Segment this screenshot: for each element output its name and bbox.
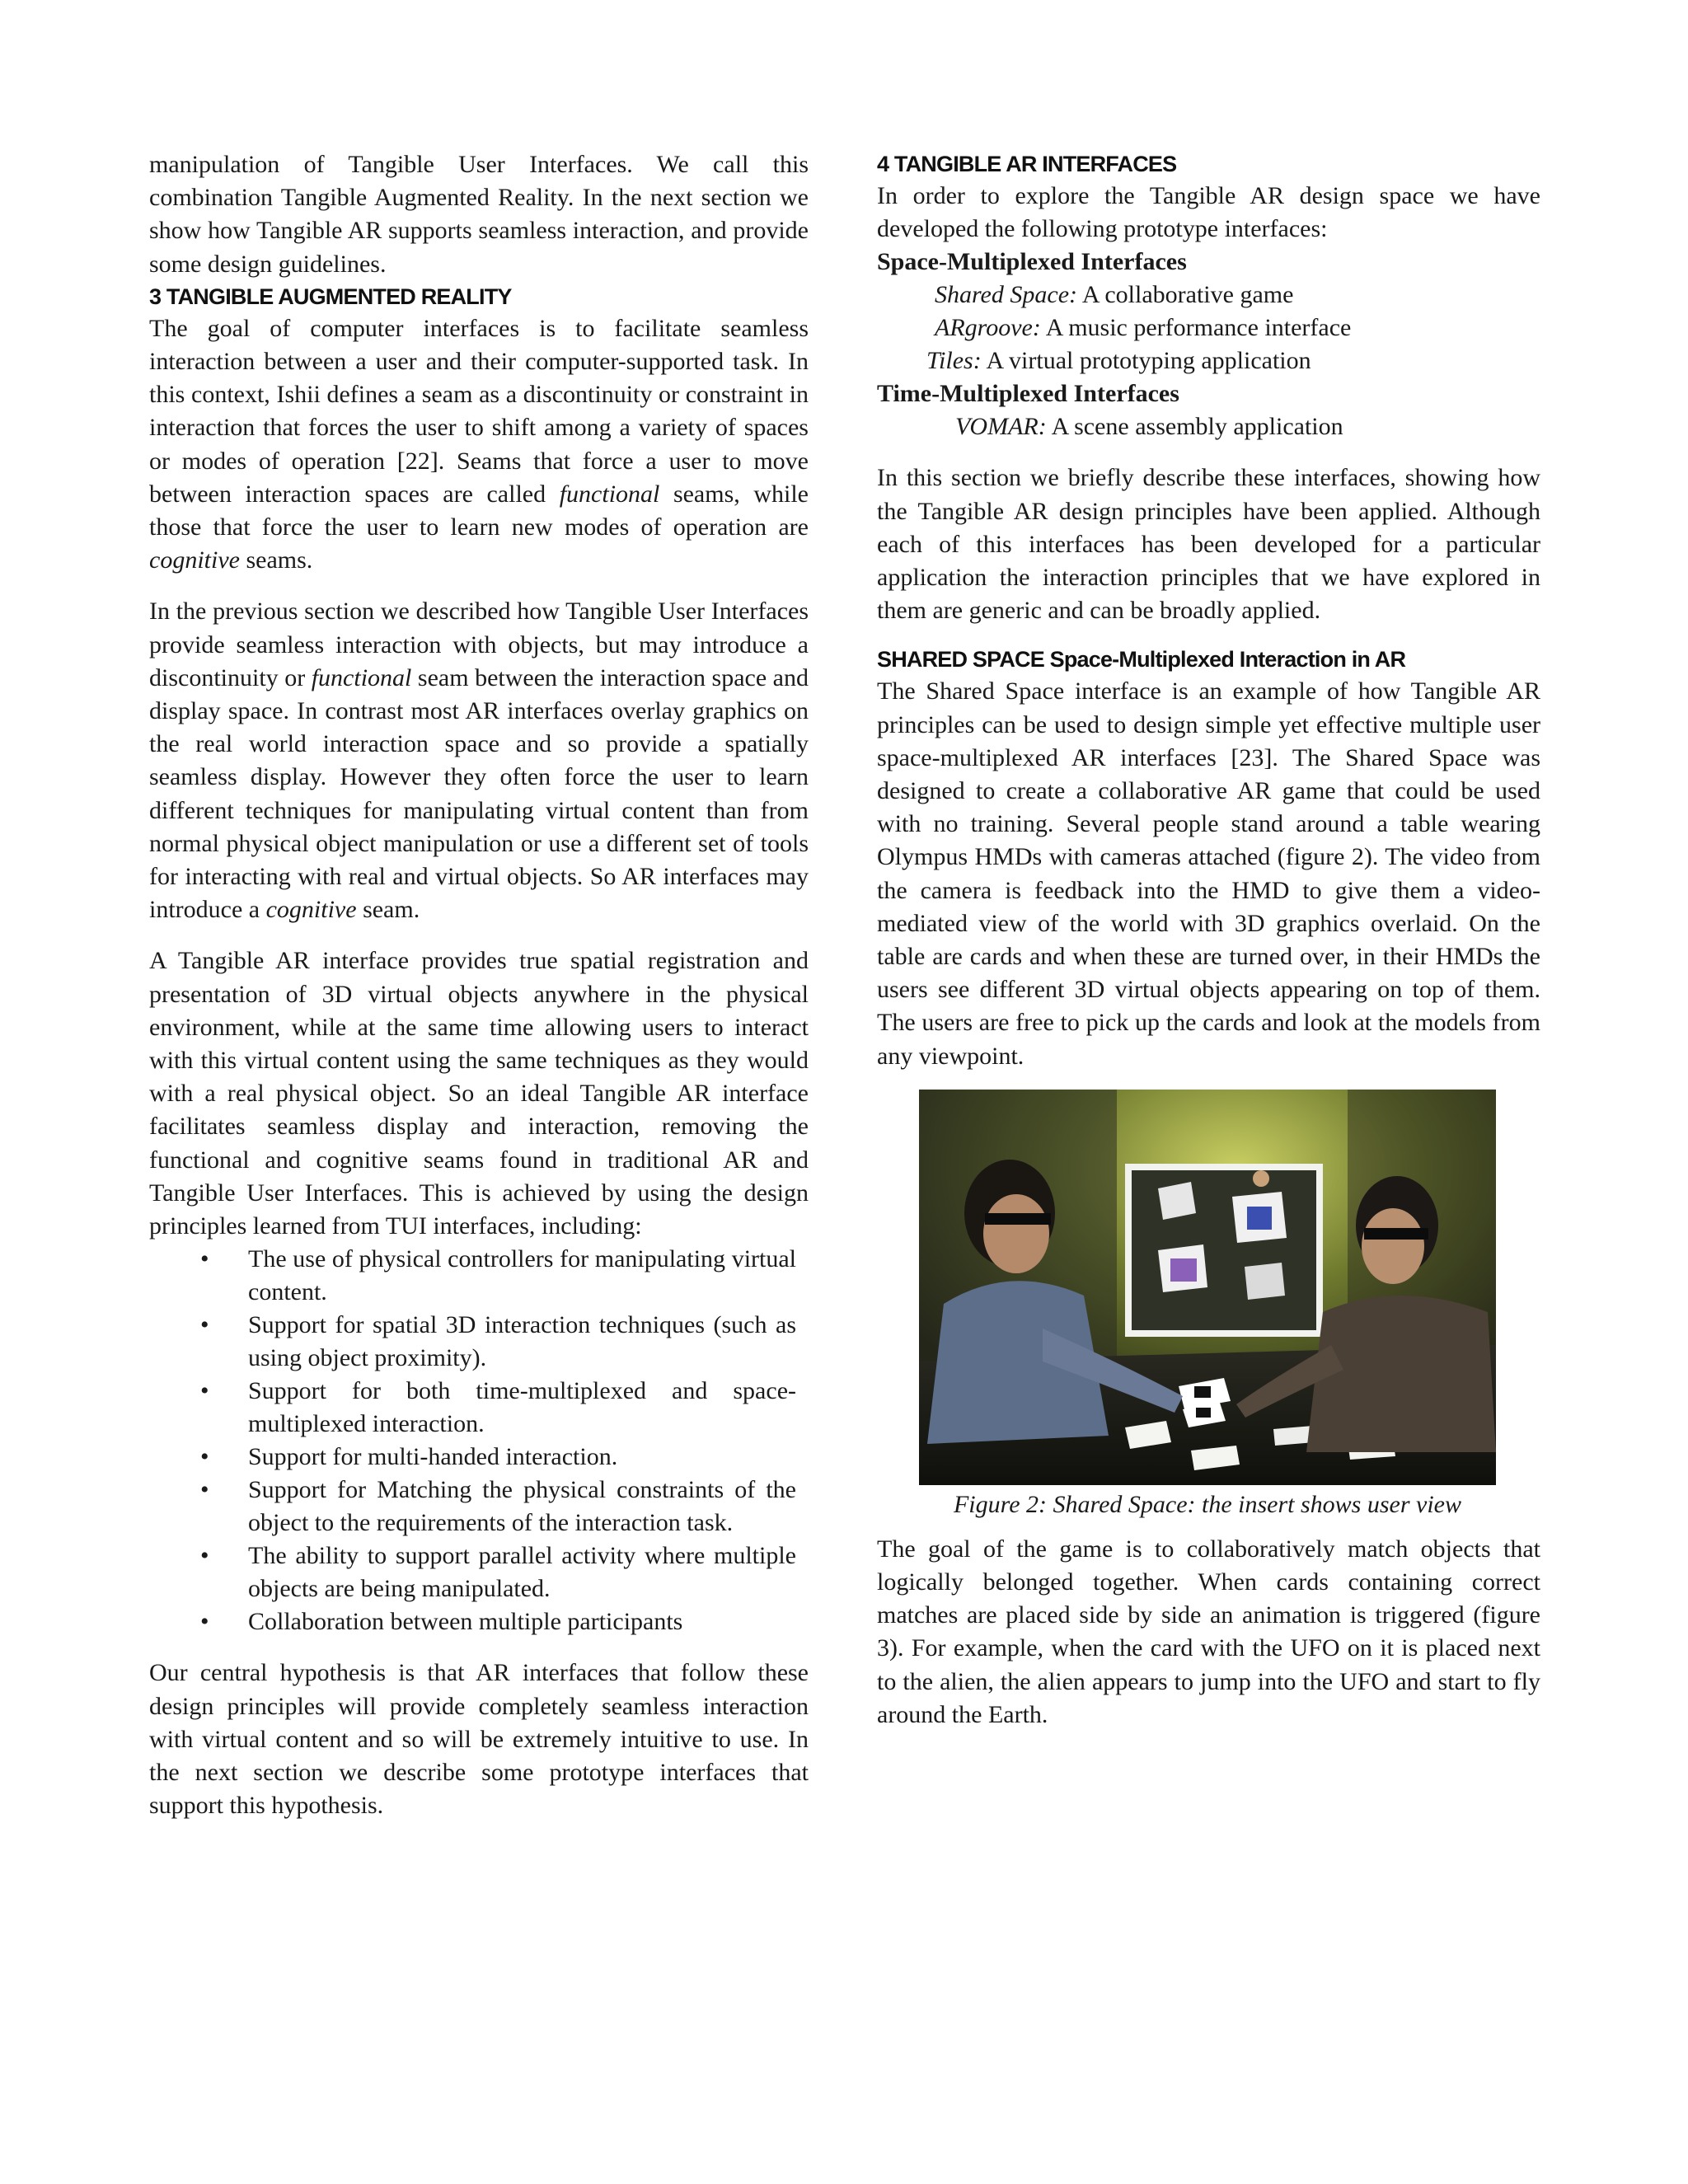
section-3-paragraph-1: The goal of computer interfaces is to facilitate seamless interaction between a user and their computer-supported task. In this context, Ishii defines a seam as a discontinuity or constraint in interaction that forces the user to shift among a variety of spaces or modes of operation [22]. Seams that force a user to move between interaction spaces are called functional seams, while those that force the user to learn new modes of operation are cognitive seams. xyxy=(149,314,809,574)
bullet-icon: • xyxy=(200,1542,209,1570)
prototype-item-vomar: VOMAR: A scene assembly application xyxy=(955,413,1343,441)
shared-space-heading: SHARED SPACE Space-Multiplexed Interaction in AR xyxy=(877,647,1406,673)
section-4-heading: 4 TANGIBLE AR INTERFACES xyxy=(877,152,1177,176)
section-3-paragraph-2: In the previous section we described how Tangible User Interfaces provide seamless interaction with objects, but may introduce a discontinuity or functional seam between the interaction space and display space. In contrast most AR interfaces overlay graphics on the real world interaction space and so provide a spatially seamless display. However they often force the user to learn different techniques for manipulating virtual content than from normal physical object manipulation or use a different set of tools for interacting with real and virtual objects. So AR interfaces may introduce a cognitive seam. xyxy=(149,598,809,924)
list-item: • Support for multi-handed interaction. xyxy=(149,1441,796,1474)
list-item: • Support for both time-multiplexed and space-multiplexed interaction. xyxy=(149,1375,796,1441)
shared-space-paragraph-1: The Shared Space interface is an example of how Tangible AR principles can be used to design simple yet effective multiple user space-multiplexed AR interfaces [23]. The Shared Space was designed to create a collaborative AR game that could be used with no training. Several people stand around a table wearing Olympus HMDs with cameras attached (figure 2). The video from the camera is feedback into the HMD to give them a video-mediated view of the world with 3D graphics overlaid. On the table are cards and when these are turned over, in their HMDs the users see different 3D virtual objects appearing on top of them. The users are free to pick up the cards and look at the models from any viewpoint. xyxy=(877,677,1540,1070)
figure-2-caption: Figure 2: Shared Space: the insert shows user view xyxy=(953,1490,1461,1518)
figure-2 xyxy=(919,1090,1496,1521)
list-item: • Support for Matching the physical constraints of the object to the requirements of the interaction task. xyxy=(149,1474,796,1540)
prototype-item-argroove: ARgroove: A music performance interface xyxy=(935,314,1352,342)
bullet-icon: • xyxy=(200,1443,209,1471)
list-item: • The use of physical controllers for manipulating virtual content. xyxy=(149,1243,796,1309)
prototype-item-shared-space: Shared Space: A collaborative game xyxy=(935,281,1294,309)
section-4-intro: In order to explore the Tangible AR design space we have developed the following prototype interfaces: xyxy=(877,182,1540,243)
list-item: • Support for spatial 3D interaction techniques (such as using object proximity). xyxy=(149,1309,796,1375)
shared-space-paragraph-2: The goal of the game is to collaboratively match objects that logically belonged together. When cards containing correct matches are placed side by side an animation is triggered (figure 3). For example, when the card with the UFO on it is placed next to the alien, the alien appears to jump into the UFO and start to fly around the Earth. xyxy=(877,1535,1540,1728)
intro-paragraph: manipulation of Tangible User Interfaces. We call this combination Tangible Augmented Reality. In the next section we show how Tangible AR supports seamless interaction, and provide some design guidelines. xyxy=(149,151,809,278)
section-3-paragraph-3: A Tangible AR interface provides true spatial registration and presentation of 3D virtual objects anywhere in the physical environment, while at the same time allowing users to interact with this virtual content using the same techniques as they would with a real physical object. So an ideal Tangible AR interface facilitates seamless display and interaction, removing the functional and cognitive seams found in traditional AR and Tangible User Interfaces. This is achieved by using the design principles learned from TUI interfaces, including: xyxy=(149,947,809,1240)
list-item: • The ability to support parallel activity where multiple objects are being manipulated. xyxy=(149,1540,796,1605)
time-multiplexed-title: Time-Multiplexed Interfaces xyxy=(877,380,1179,408)
bullet-icon: • xyxy=(200,1377,209,1405)
bullet-icon: • xyxy=(200,1608,209,1636)
section-3-paragraph-4: Our central hypothesis is that AR interfaces that follow these design principles will provide completely seamless interaction with virtual content and so will be extremely intuitive to use. In the next section we describe some prototype interfaces that support this hypothesis. xyxy=(149,1659,809,1820)
section-4-summary: In this section we briefly describe these interfaces, showing how the Tangible AR design principles have been applied. Although each of this interfaces has been developed for a particular application the interaction principles that we have explored in them are generic and can be broadly applied. xyxy=(877,464,1540,625)
list-item: • Collaboration between multiple participants xyxy=(149,1605,796,1638)
left-column xyxy=(149,148,809,1822)
shared-space-photo xyxy=(919,1090,1496,1485)
right-column xyxy=(877,148,1540,1732)
bullet-icon: • xyxy=(200,1311,209,1339)
section-3-heading: 3 TANGIBLE AUGMENTED REALITY xyxy=(149,284,512,309)
prototype-item-tiles: Tiles: A virtual prototyping application xyxy=(926,347,1311,375)
space-multiplexed-title: Space-Multiplexed Interfaces xyxy=(877,248,1187,276)
bullet-icon: • xyxy=(200,1245,209,1273)
design-principles-list xyxy=(149,1243,809,1638)
bullet-icon: • xyxy=(200,1476,209,1504)
